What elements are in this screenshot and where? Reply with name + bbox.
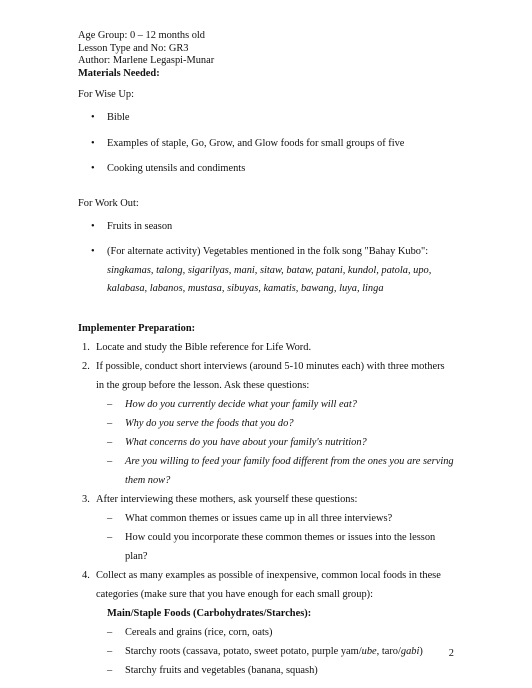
- step-3: 3. After interviewing these mothers, ask yourself these questions:: [82, 493, 358, 505]
- step-1: 1. Locate and study the Bible reference for Life Word.: [82, 341, 312, 353]
- question-2: – Why do you serve the foods that you do?: [107, 417, 294, 429]
- staple-item: – Starchy roots (cassava, potato, sweet potato, purple yam/ube, taro/gabi): [107, 645, 423, 657]
- step-3-question-1: – What common themes or issues came up in all three interviews?: [107, 512, 393, 524]
- author: Author: Marlene Legaspi-Munar: [78, 55, 215, 67]
- lesson-type: Lesson Type and No: GR3: [78, 42, 189, 54]
- bullet-icon: •: [91, 246, 95, 258]
- question-4: – Are you willing to feed your family food different from the ones you are serving them now?: [107, 455, 454, 486]
- implementer-heading: Implementer Preparation:: [78, 322, 196, 334]
- bullet-icon: •: [91, 137, 95, 149]
- wise-up-label: For Wise Up:: [78, 89, 134, 101]
- age-group: Age Group: 0 – 12 months old: [78, 30, 205, 41]
- staple-item: – Starchy fruits and vegetables (banana, squash): [107, 664, 318, 676]
- work-out-label: For Work Out:: [78, 197, 139, 209]
- step-2: 2. If possible, conduct short interviews (around 5-10 minutes each) with three mothers in the group before the lesson. Ask these questions:: [82, 360, 445, 391]
- list-item: • Cooking utensils and condiments: [78, 160, 458, 179]
- question-1: – How do you currently decide what your family will eat?: [107, 398, 357, 410]
- list-item: • (For alternate activity) Vegetables mentioned in the folk song "Bahay Kubo": singkamas, talong, sigarilyas, mani, sitaw, bataw, patani, kundol, patola, upo, kalabasa, labanos, mustasa, sibuyas, kamatis, bawang, luya, linga: [78, 243, 458, 299]
- staple-foods-heading: Main/Staple Foods (Carbohydrates/Starches):: [107, 607, 312, 619]
- bullet-icon: •: [91, 163, 95, 175]
- work-out-list: [78, 218, 458, 299]
- step-4: 4. Collect as many examples as possible of inexpensive, common local foods in these categories (make sure that you have enough for each small group):: [82, 569, 441, 600]
- question-3: – What concerns do you have about your family's nutrition?: [107, 436, 367, 448]
- wise-up-list: [78, 109, 458, 179]
- materials-heading: Materials Needed:: [78, 67, 160, 79]
- list-item: • Examples of staple, Go, Grow, and Glow foods for small groups of five: [78, 135, 458, 154]
- list-item: • Bible: [78, 109, 458, 128]
- document-page: [78, 30, 458, 680]
- page-number: 2: [448, 648, 454, 659]
- bullet-icon: •: [91, 112, 95, 124]
- bullet-icon: •: [91, 220, 95, 232]
- step-3-question-2: – How could you incorporate these common themes or issues into the lesson plan?: [107, 531, 436, 562]
- list-item: • Fruits in season: [78, 218, 458, 237]
- staple-item: – Cereals and grains (rice, corn, oats): [107, 626, 273, 638]
